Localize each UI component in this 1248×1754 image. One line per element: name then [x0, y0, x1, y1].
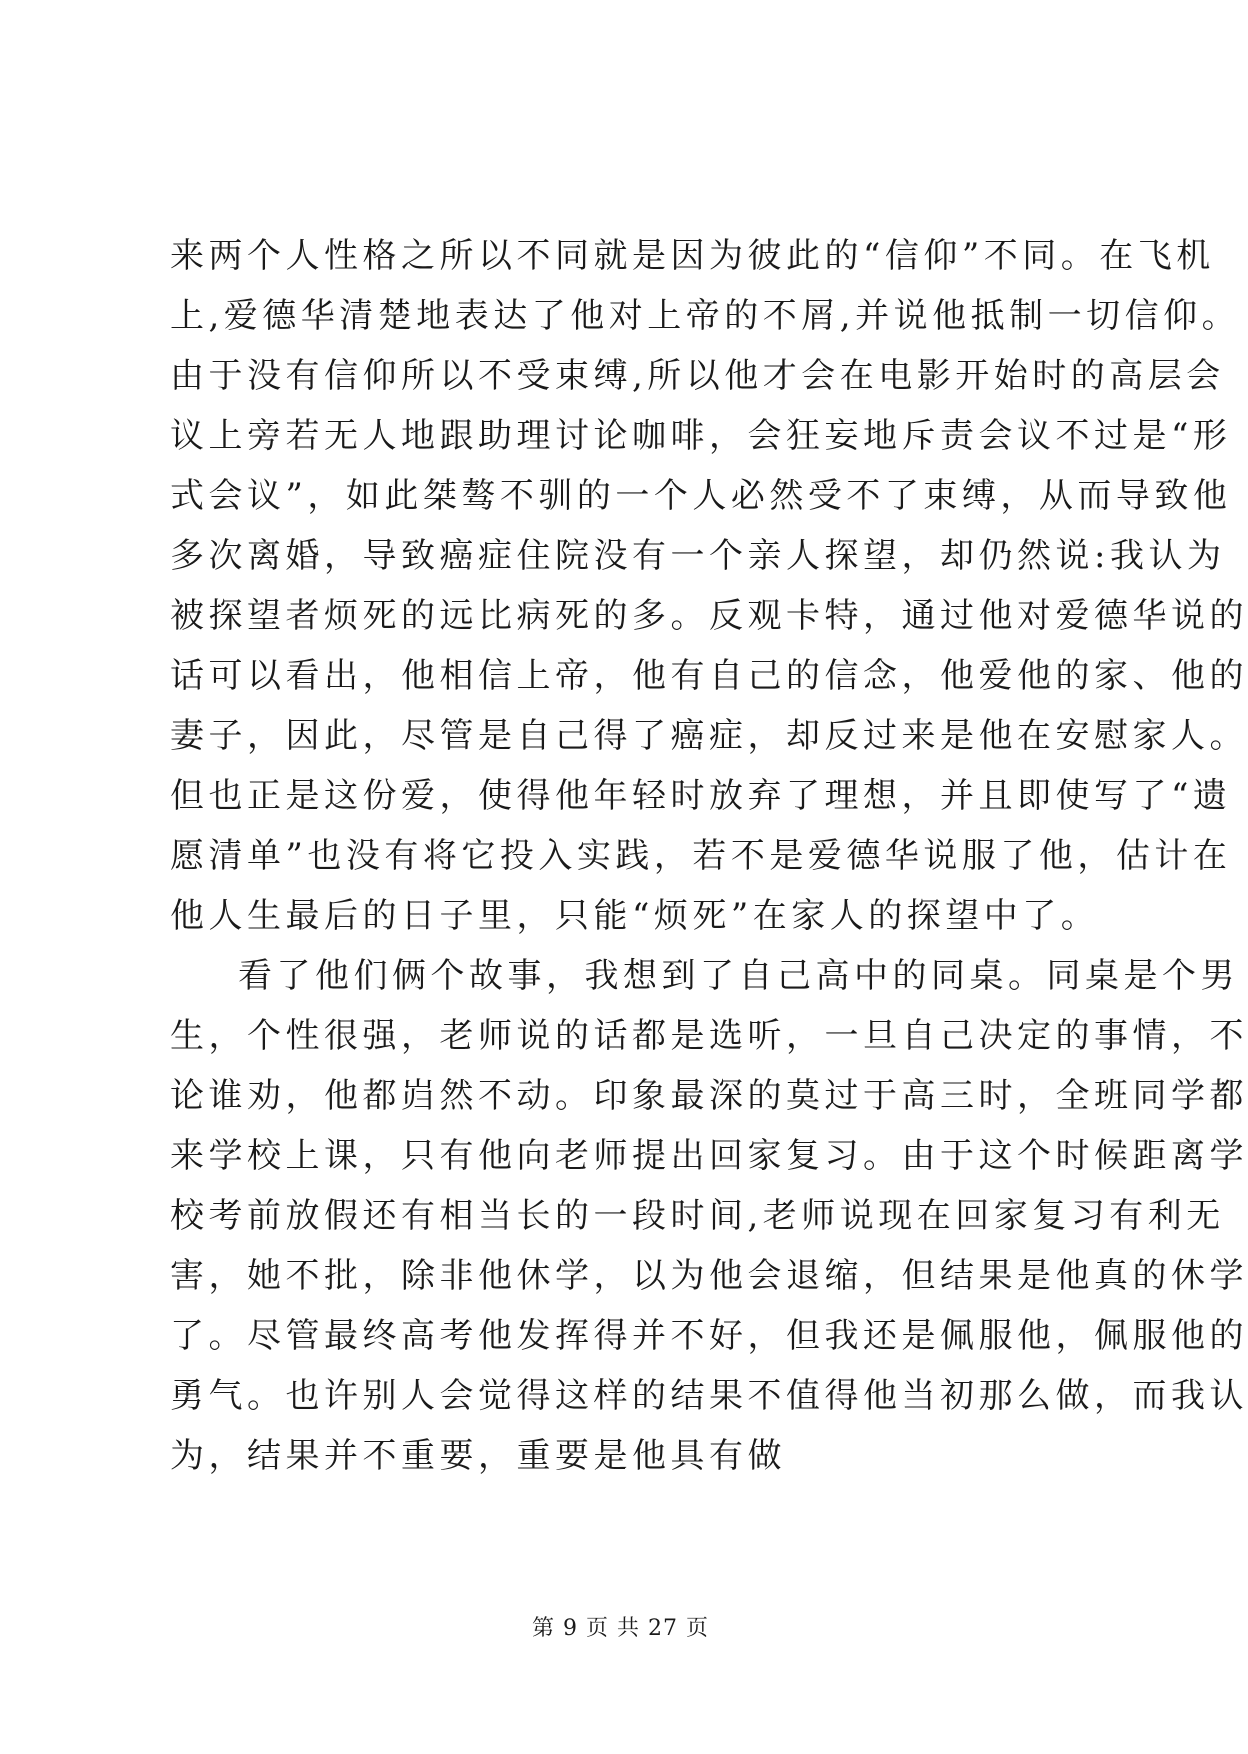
text-line: 但也正是这份爱，使得他年轻时放弃了理想，并且即使写了“遗 — [170, 776, 1232, 816]
text-line: 议上旁若无人地跟助理讨论咖啡，会狂妄地斥责会议不过是“形 — [170, 416, 1232, 456]
body-text — [170, 226, 1248, 1486]
page-number-footer: 第 9 页 共 27 页 — [532, 1616, 709, 1641]
text-line: 被探望者烦死的远比病死的多。反观卡特，通过他对爱德华说的 — [170, 596, 1248, 636]
text-line: 来两个人性格之所以不同就是因为彼此的“信仰”不同。在飞机 — [170, 236, 1215, 276]
paragraph-first-line: 看了他们俩个故事，我想到了自己高中的同桌。同桌是个男 — [238, 956, 1239, 996]
text-line: 生，个性很强，老师说的话都是选听，一旦自己决定的事情，不 — [170, 1016, 1248, 1056]
text-line: 话可以看出，他相信上帝，他有自己的信念，他爱他的家、他的 — [170, 656, 1248, 696]
text-line: 愿清单”也没有将它投入实践，若不是爱德华说服了他，估计在 — [170, 836, 1232, 876]
text-line: 上,爱德华清楚地表达了他对上帝的不屑,并说他抵制一切信仰。 — [170, 296, 1241, 336]
text-line: 他人生最后的日子里，只能“烦死”在家人的探望中了。 — [170, 896, 1100, 936]
text-line: 了。尽管最终高考他发挥得并不好，但我还是佩服他，佩服他的 — [170, 1316, 1248, 1356]
text-line: 多次离婚，导致癌症住院没有一个亲人探望，却仍然说:我认为 — [170, 536, 1226, 576]
text-line: 为，结果并不重要，重要是他具有做 — [170, 1436, 786, 1476]
text-line: 勇气。也许别人会觉得这样的结果不值得他当初那么做，而我认 — [170, 1376, 1248, 1416]
text-line: 害，她不批，除非他休学，以为他会退缩，但结果是他真的休学 — [170, 1256, 1248, 1296]
text-line: 来学校上课，只有他向老师提出回家复习。由于这个时候距离学 — [170, 1136, 1248, 1176]
text-line: 式会议”，如此桀骜不驯的一个人必然受不了束缚，从而导致他 — [170, 476, 1232, 516]
text-line: 论谁劝，他都岿然不动。印象最深的莫过于高三时，全班同学都 — [170, 1076, 1248, 1116]
text-line: 妻子，因此，尽管是自己得了癌症，却反过来是他在安慰家人。 — [170, 716, 1248, 756]
text-line: 由于没有信仰所以不受束缚,所以他才会在电影开始时的高层会 — [170, 356, 1225, 396]
text-line: 校考前放假还有相当长的一段时间,老师说现在回家复习有利无 — [170, 1196, 1225, 1236]
